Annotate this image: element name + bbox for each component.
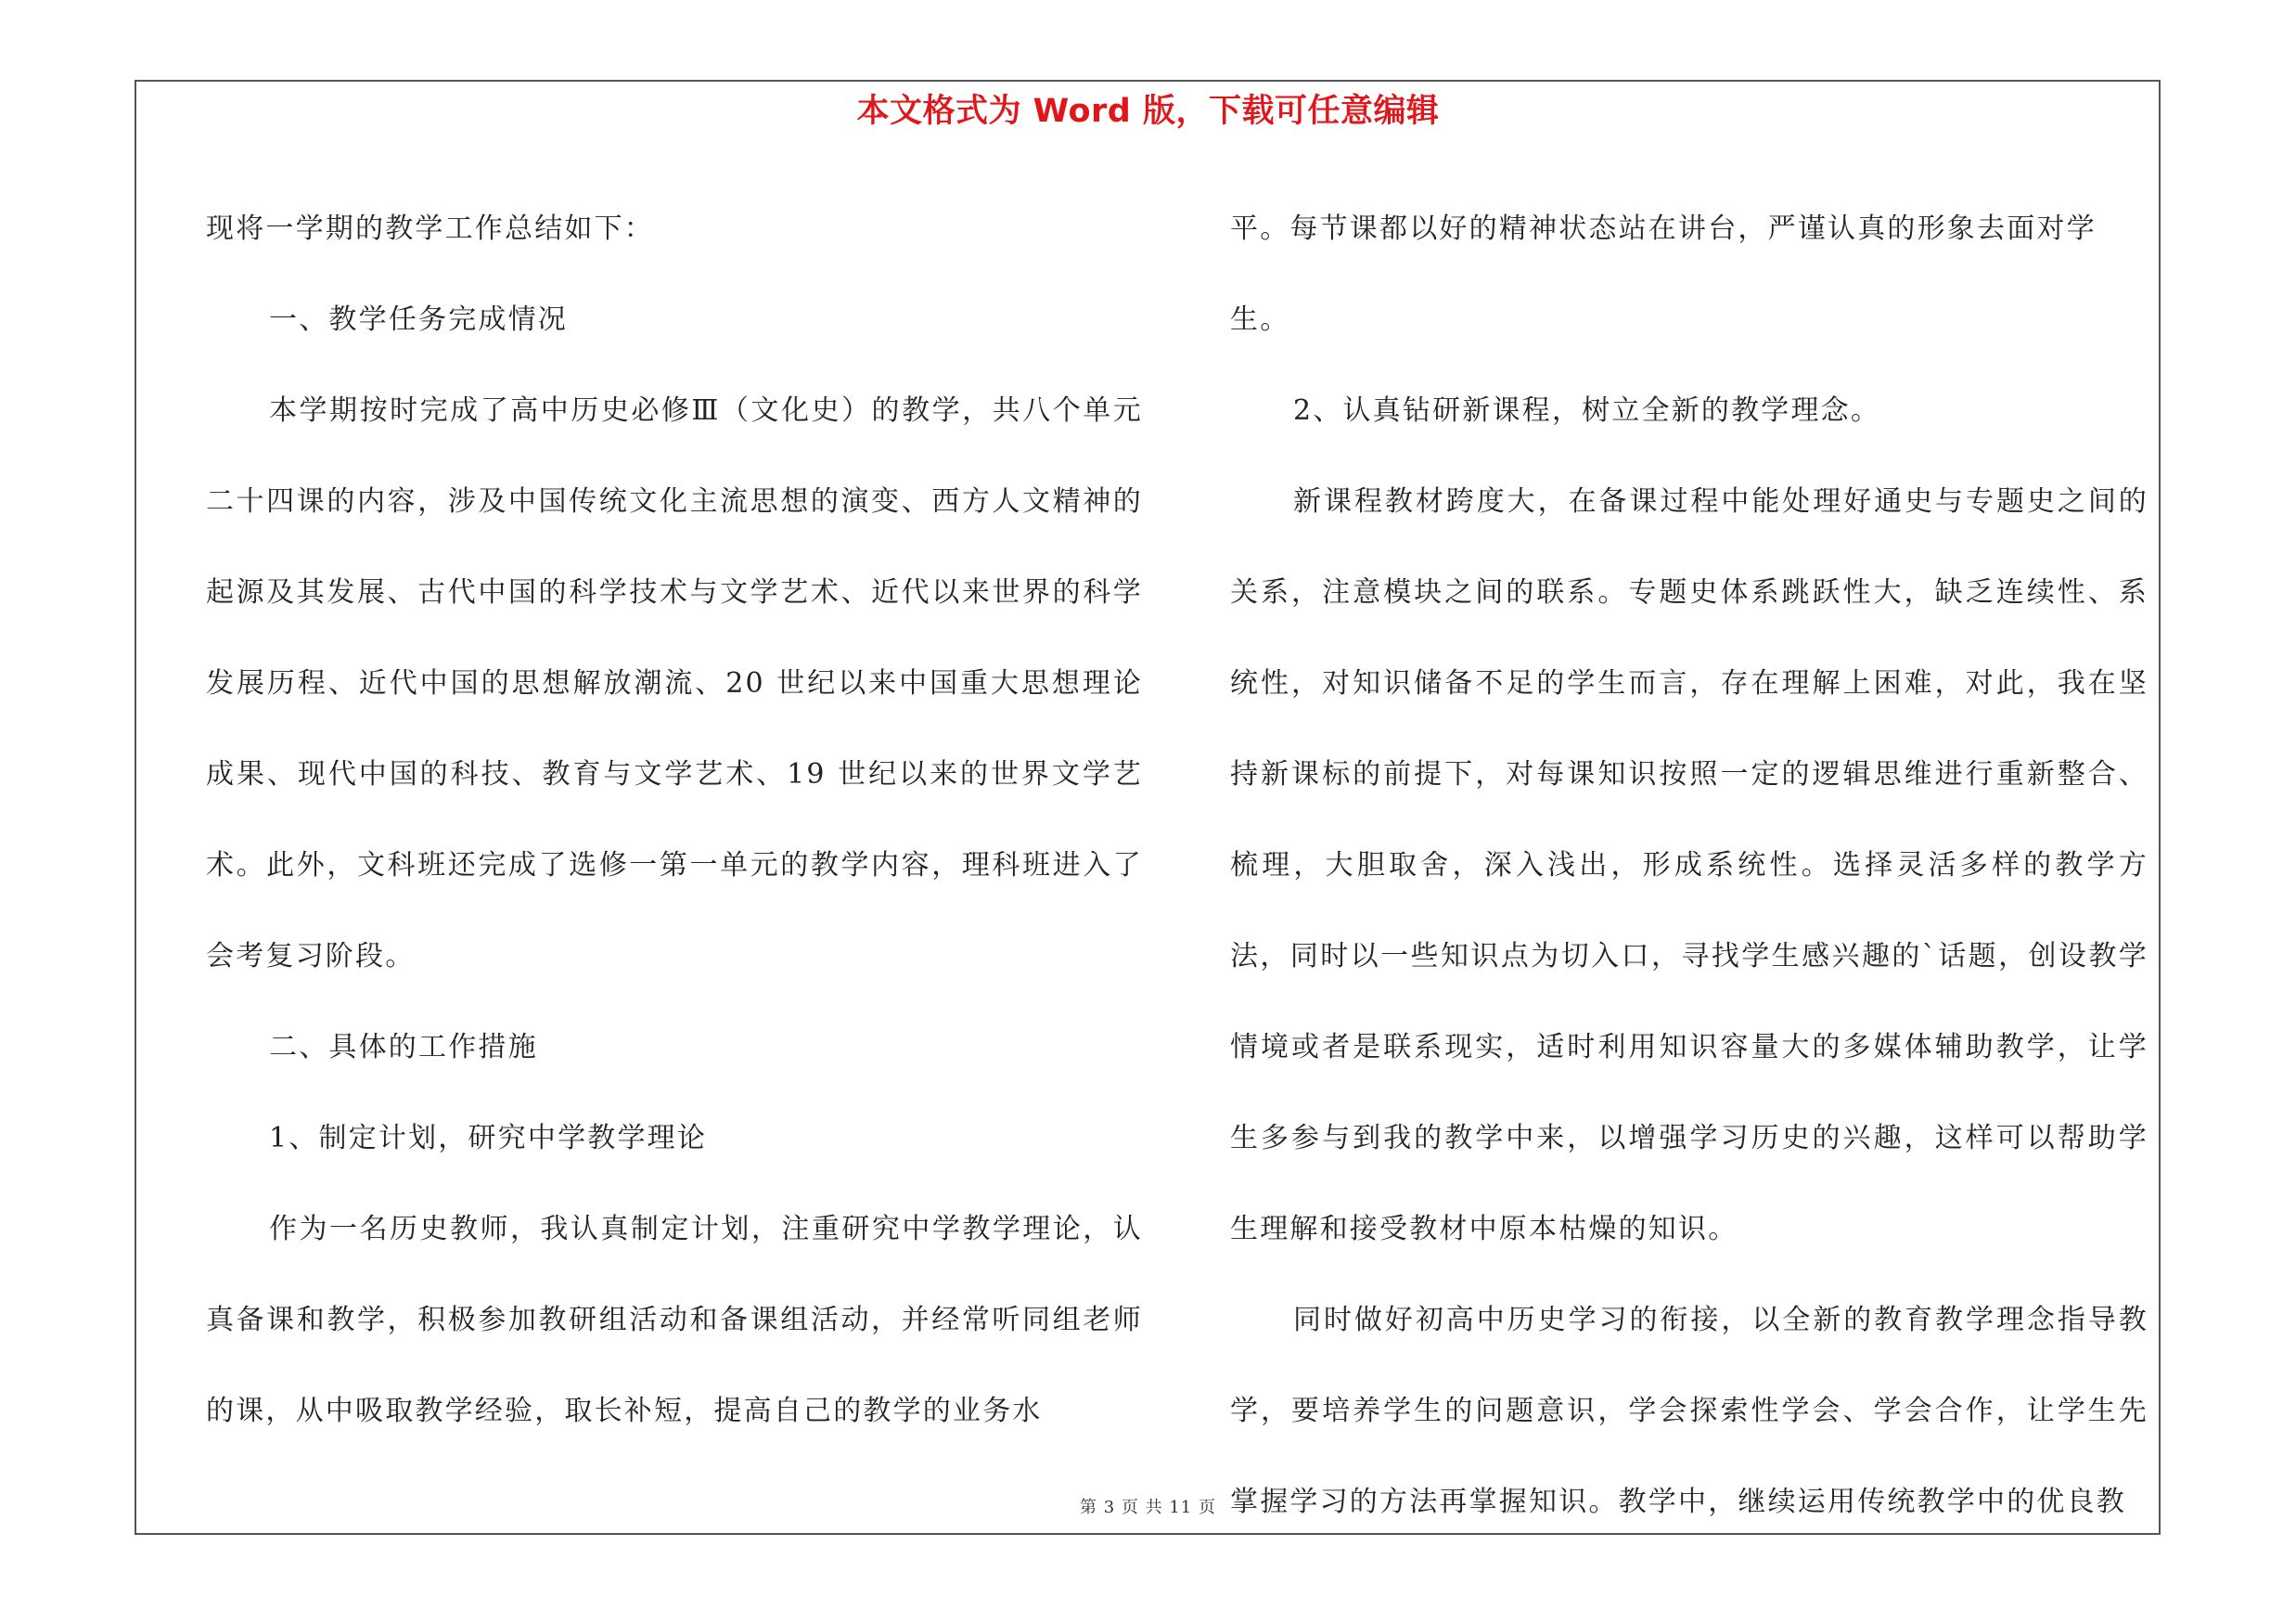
paragraph-plan-continued: 平。每节课都以好的精神状态站在讲台，严谨认真的形象去面对学生。 xyxy=(1230,213,2097,336)
intro-line: 现将一学期的教学工作总结如下： xyxy=(206,213,654,245)
section-heading-1: 一、教学任务完成情况 xyxy=(269,303,568,336)
subheading-plan: 1、制定计划，研究中学教学理论 xyxy=(269,1122,708,1154)
page-number-footer: 第 3 页 共 11 页 xyxy=(1080,1498,1216,1517)
paragraph-teaching-tasks: 本学期按时完成了高中历史必修Ⅲ（文化史）的教学，共八个单元二十四课的内容，涉及中国传统文化主流思想的演变、西方人文精神的起源及其发展、古代中国的科学技术与文学艺术、近代以来世界的科学发展历程、近代中国的思想解放潮流、20 世纪以来中国重大思想理论成果、现代中国的科技、教育与文学艺术、19 世纪以来的世界文学艺术。此外，文科班还完成了选修一第一单元的教学内容，理科班进入了会考复习阶段。 xyxy=(206,394,1143,973)
subheading-new-curriculum: 2、认真钻研新课程，树立全新的教学理念。 xyxy=(1293,394,1881,427)
right-column xyxy=(1230,184,2148,1548)
section-heading-2: 二、具体的工作措施 xyxy=(269,1031,538,1063)
paragraph-transition: 同时做好初高中历史学习的衔接，以全新的教育教学理念指导教学，要培养学生的问题意识，学会探索性学会、学会合作，让学生先掌握学习的方法再掌握知识。教学中，继续运用传统教学中的优良教 xyxy=(1230,1304,2148,1518)
paragraph-new-curriculum: 新课程教材跨度大，在备课过程中能处理好通史与专题史之间的关系，注意模块之间的联系。专题史体系跳跃性大，缺乏连续性、系统性，对知识储备不足的学生而言，存在理解上困难，对此，我在坚持新课标的前提下，对每课知识按照一定的逻辑思维进行重新整合、梳理，大胆取舍，深入浅出，形成系统性。选择灵活多样的教学方法，同时以一些知识点为切入口，寻找学生感兴趣的`话题，创设教学情境或者是联系现实，适时利用知识容量大的多媒体辅助教学，让学生多参与到我的教学中来，以增强学习历史的兴趣，这样可以帮助学生理解和接受教材中原本枯燥的知识。 xyxy=(1230,485,2148,1245)
left-column xyxy=(206,184,1143,1457)
format-banner: 本文格式为 Word 版，下载可任意编辑 xyxy=(856,93,1440,130)
paragraph-plan: 作为一名历史教师，我认真制定计划，注重研究中学教学理论，认真备课和教学，积极参加教研组活动和备课组活动，并经常听同组老师的课，从中吸取教学经验，取长补短，提高自己的教学的业务水 xyxy=(206,1213,1143,1427)
